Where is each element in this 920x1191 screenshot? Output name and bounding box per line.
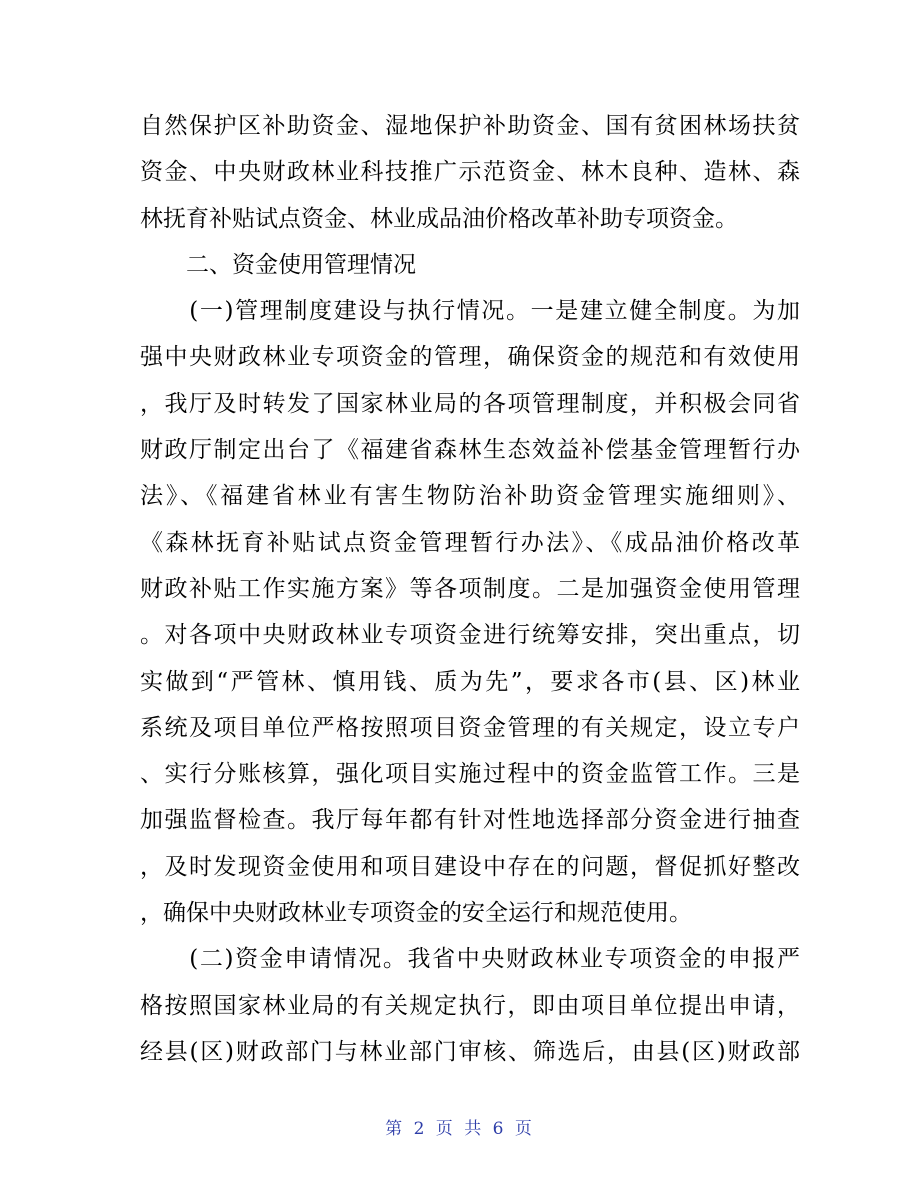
text-line: 自然保护区补助资金、湿地保护补助资金、国有贫困林场扶贫 <box>140 113 800 139</box>
text-line: 、实行分账核算，强化项目实施过程中的资金监管工作。三是 <box>140 761 800 788</box>
text-line: 法》、《福建省林业有害生物防治补助资金管理实施细则》、 <box>140 483 800 510</box>
text-line: 林抚育补贴试点资金、林业成品油价格改革补助专项资金。 <box>140 205 738 232</box>
text-line: (一)管理制度建设与执行情况。一是建立健全制度。为加 <box>140 298 800 325</box>
section-heading: 二、资金使用管理情况 <box>140 251 416 278</box>
body-text <box>140 103 800 1075</box>
page-number-footer: 第 2 页 共 6 页 <box>385 1119 535 1139</box>
text-line: 经县(区)财政部门与林业部门审核、筛选后，由县(区)财政部 <box>140 1038 800 1065</box>
text-line: 财政厅制定出台了《福建省森林生态效益补偿基金管理暂行办 <box>140 437 800 464</box>
text-line: 强中央财政林业专项资金的管理，确保资金的规范和有效使用 <box>140 344 800 371</box>
text-line: ，及时发现资金使用和项目建设中存在的问题，督促抓好整改 <box>140 853 800 880</box>
text-line: 资金、中央财政林业科技推广示范资金、林木良种、造林、森 <box>140 159 800 186</box>
text-line: ，我厅及时转发了国家林业局的各项管理制度，并积极会同省 <box>140 390 800 417</box>
text-line: 系统及项目单位严格按照项目资金管理的有关规定，设立专户 <box>140 714 800 741</box>
text-line: 格按照国家林业局的有关规定执行，即由项目单位提出申请， <box>140 992 800 1019</box>
text-line: 财政补贴工作实施方案》等各项制度。二是加强资金使用管理 <box>140 575 800 602</box>
text-line: 实做到“严管林、慎用钱、质为先”，要求各市(县、区)林业 <box>140 668 800 695</box>
text-line: 。对各项中央财政林业专项资金进行统筹安排，突出重点，切 <box>140 622 800 649</box>
text-line: 《森林抚育补贴试点资金管理暂行办法》、《成品油价格改革 <box>140 529 800 556</box>
text-line: 加强监督检查。我厅每年都有针对性地选择部分资金进行抽查 <box>140 807 800 834</box>
text-line: (二)资金申请情况。我省中央财政林业专项资金的申报严 <box>140 946 800 973</box>
text-line: ，确保中央财政林业专项资金的安全运行和规范使用。 <box>140 900 692 927</box>
